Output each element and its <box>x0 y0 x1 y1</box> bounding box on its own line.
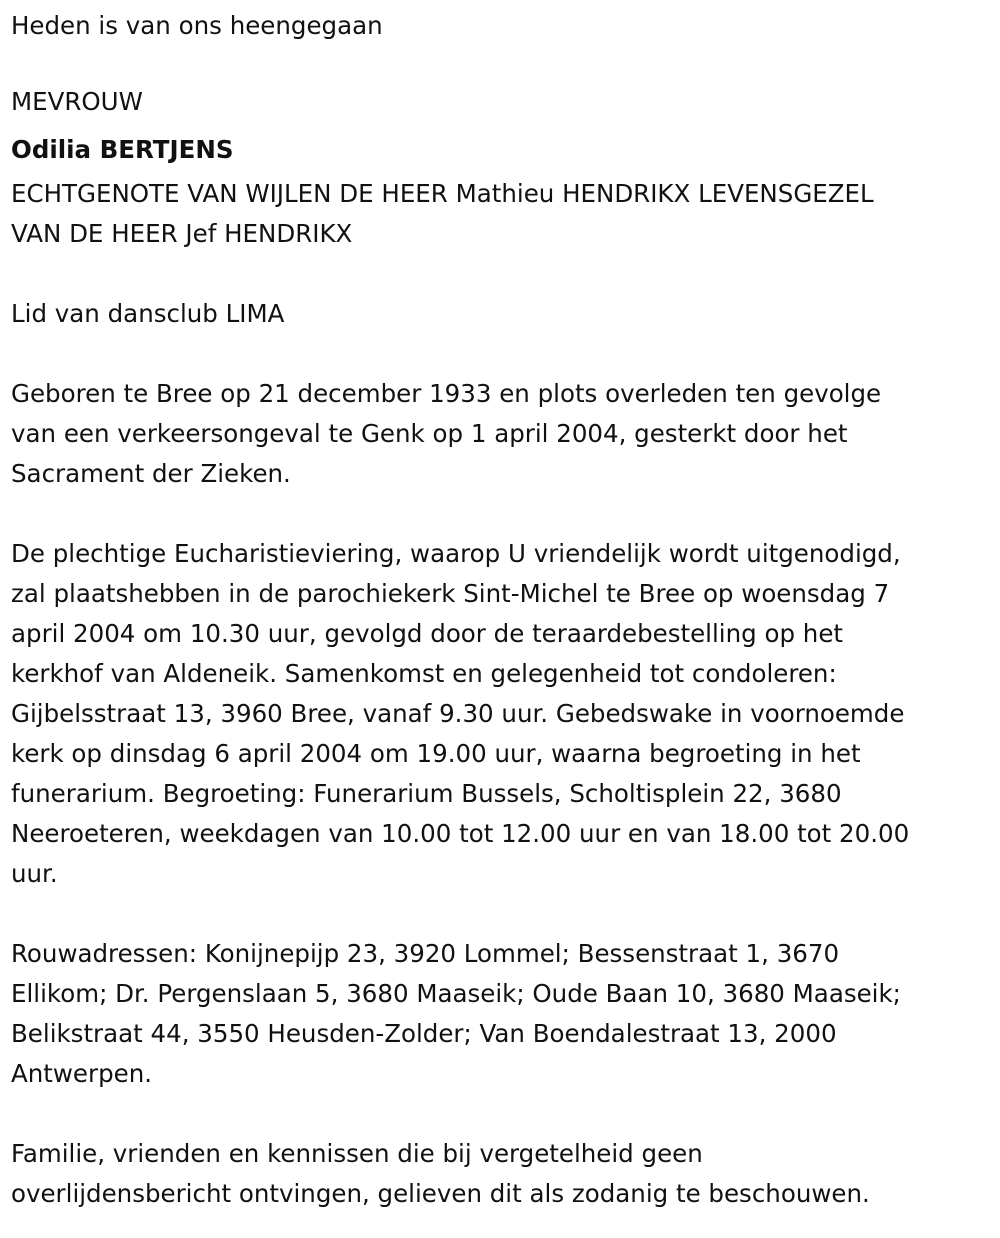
spacer <box>11 254 990 294</box>
deceased-name: Odilia BERTJENS <box>11 135 234 164</box>
paragraph-line: funerarium. Begroeting: Funerarium Bussels, Scholtisplein 22, 3680 <box>11 779 842 808</box>
membership-text: Lid van dansclub LIMA <box>11 299 285 328</box>
paragraph-line: april 2004 om 10.30 uur, gevolgd door de teraardebestelling op het <box>11 619 844 648</box>
paragraph-line: Gijbelsstraat 13, 3960 Bree, vanaf 9.30 uur. Gebedswake in voornoemde <box>11 699 905 728</box>
spacer <box>11 46 990 78</box>
spacer <box>11 494 990 534</box>
spacer <box>11 894 990 934</box>
paragraph-line: Sacrament der Zieken. <box>11 459 291 488</box>
ceremony-paragraph <box>11 534 990 894</box>
spacer <box>11 1094 990 1134</box>
honorific-title: MEVROUW <box>11 87 143 116</box>
paragraph-line: Geboren te Bree op 21 december 1933 en plots overleden ten gevolge <box>11 379 882 408</box>
paragraph-line: overlijdensbericht ontvingen, gelieven dit als zodanig te beschouwen. <box>11 1179 870 1208</box>
paragraph-line: van een verkeersongeval te Genk op 1 april 2004, gesterkt door het <box>11 419 848 448</box>
paragraph-line: Antwerpen. <box>11 1059 153 1088</box>
paragraph-line: Ellikom; Dr. Pergenslaan 5, 3680 Maaseik; Oude Baan 10, 3680 Maaseik; <box>11 979 901 1008</box>
addresses-paragraph <box>11 934 990 1094</box>
paragraph-line: kerkhof van Aldeneik. Samenkomst en gelegenheid tot condoleren: <box>11 659 837 688</box>
birth-death-paragraph <box>11 374 990 494</box>
paragraph-line: Rouwadressen: Konijnepijp 23, 3920 Lommel; Bessenstraat 1, 3670 <box>11 939 840 968</box>
paragraph-line: uur. <box>11 859 58 888</box>
paragraph-line: kerk op dinsdag 6 april 2004 om 19.00 uur, waarna begroeting in het <box>11 739 861 768</box>
relation-line-2: VAN DE HEER Jef HENDRIKX <box>11 219 353 248</box>
paragraph-line: Belikstraat 44, 3550 Heusden-Zolder; Van Boendalestraat 13, 2000 <box>11 1019 837 1048</box>
relation-line-1: ECHTGENOTE VAN WIJLEN DE HEER Mathieu HENDRIKX LEVENSGEZEL <box>11 179 874 208</box>
spacer <box>11 334 990 374</box>
paragraph-line: De plechtige Eucharistieviering, waarop U vriendelijk wordt uitgenodigd, <box>11 539 901 568</box>
paragraph-line: Familie, vrienden en kennissen die bij vergetelheid geen <box>11 1139 703 1168</box>
intro-text: Heden is van ons heengegaan <box>11 11 383 40</box>
closing-paragraph <box>11 1134 990 1214</box>
paragraph-line: Neeroeteren, weekdagen van 10.00 tot 12.00 uur en van 18.00 tot 20.00 <box>11 819 910 848</box>
paragraph-line: zal plaatshebben in de parochiekerk Sint-Michel te Bree op woensdag 7 <box>11 579 890 608</box>
